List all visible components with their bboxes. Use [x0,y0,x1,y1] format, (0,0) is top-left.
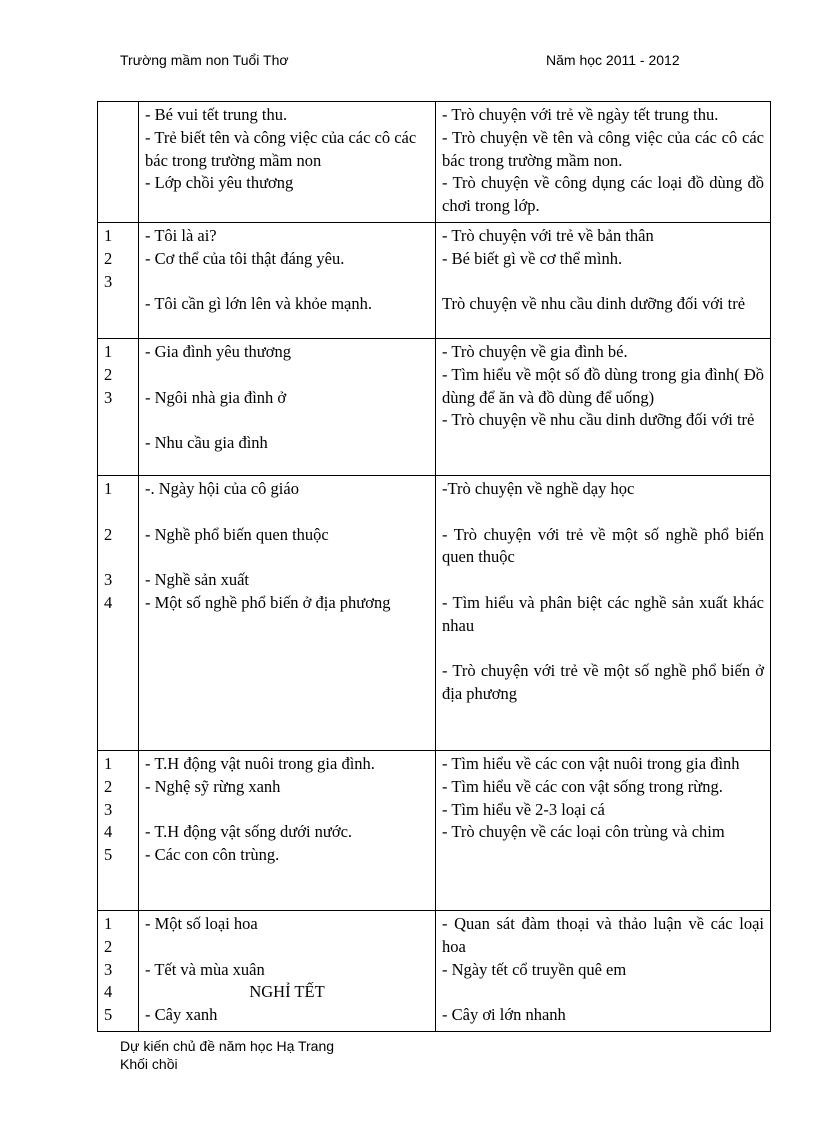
week-number: 3 [104,570,113,590]
week-number: 2 [104,248,113,268]
week-number: 4 [104,982,113,1002]
topic-line: - Các con côn trùng. [145,845,280,865]
topic-cell [139,750,436,910]
week-number: 2 [104,776,113,796]
activity-line: - Trò chuyện về nhu cầu dinh dưỡng đối với trẻ [442,410,755,430]
topic-line [145,546,429,569]
footer-title: Dự kiến chủ đề năm học Hạ Trang [120,1038,335,1054]
theme-plan-table [97,101,771,1032]
week-cell [98,222,139,338]
activity-cell [436,338,771,475]
table-row [98,475,771,750]
topic-line: - T.H động vật sống dưới nước. [145,822,353,842]
activity-line: - Trò chuyện về công dụng các loại đồ dùng đồ chơi trong lớp. [442,173,769,216]
week-number: 2 [104,524,113,544]
activity-line: -Trò chuyện về nghề dạy học [442,478,635,498]
topic-line: - T.H động vật nuôi trong gia đình. [145,753,375,773]
activity-line: - Trò chuyện với trẻ về một số nghề phổ biến quen thuộc [442,524,769,567]
activity-cell [436,222,771,338]
topic-line: - Một số loại hoa [145,913,258,933]
school-year: Năm học 2011 - 2012 [546,52,680,68]
week-cell [98,102,139,223]
topic-line [145,271,429,294]
activity-line: - Tìm hiểu về 2-3 loại cá [442,799,605,819]
table-row [98,338,771,475]
week-cell [98,475,139,750]
table-row [98,222,771,338]
topic-line: - Cơ thể của tôi thật đáng yêu. [145,248,345,268]
topic-line: - Nghề phổ biến quen thuộc [145,524,329,544]
week-number: 4 [104,822,113,842]
topic-line: - Bé vui tết trung thu. [145,105,288,124]
week-number: 1 [104,225,113,245]
week-cell [98,750,139,910]
topic-line [145,409,429,432]
activity-line [442,501,764,524]
week-number [104,546,132,569]
topic-line: - Cây xanh [145,1005,218,1025]
topic-cell [139,222,436,338]
activity-line: Trò chuyện về nhu cầu dinh dưỡng đối với trẻ [442,294,746,314]
activity-cell [436,475,771,750]
topic-cell [139,338,436,475]
activity-line: - Tìm hiểu về các con vật nuôi trong gia đình [442,753,740,773]
activity-line: - Trò chuyện với trẻ về một số nghề phổ biến ở địa phương [442,661,769,704]
topic-line: - Nghề sản xuất [145,570,250,590]
table-row [98,750,771,910]
topic-line [145,501,429,524]
activity-line [442,981,764,1004]
topic-line: -. Ngày hội của cô giáo [145,478,299,498]
table-row [98,102,771,223]
school-name: Trường mầm non Tuổi Thơ [120,52,289,68]
holiday-note: NGHỈ TẾT [249,982,325,1002]
activity-line: - Trò chuyện về các loại côn trùng và chim [442,822,725,842]
activity-cell [436,102,771,223]
topic-line: - Nhu cầu gia đình [145,433,268,453]
topic-line [145,799,429,822]
topic-line [145,364,429,387]
topic-line: - Lớp chồi yêu thương [145,173,294,193]
activity-line [442,271,764,294]
week-number: 1 [104,753,113,773]
week-number: 3 [104,387,113,407]
topic-cell [139,475,436,750]
week-number: 1 [104,341,113,361]
activity-line: - Ngày tết cổ truyền quê em [442,959,627,979]
activity-cell [436,910,771,1031]
week-cell [98,910,139,1031]
topic-line: - Một số nghề phổ biến ở địa phương [145,592,391,612]
activity-line: - Trò chuyện với trẻ về bản thân [442,225,654,245]
activity-line: - Tìm hiểu và phân biệt các nghề sản xuất khác nhau [442,592,769,635]
topic-line: - Tôi cần gì lớn lên và khỏe mạnh. [145,294,372,314]
topic-line: - Ngôi nhà gia đình ở [145,387,287,407]
week-number: 3 [104,799,113,819]
topic-line [145,936,429,959]
week-number: 2 [104,936,113,956]
week-number: 5 [104,1005,113,1025]
week-number: 3 [104,271,113,291]
week-number: 4 [104,592,113,612]
activity-line: - Bé biết gì về cơ thể mình. [442,248,623,268]
week-number: 3 [104,959,113,979]
topic-cell [139,102,436,223]
activity-cell [436,750,771,910]
topic-line: - Trẻ biết tên và công việc của các cô các bác trong trường mầm non [145,127,421,170]
activity-line: - Trò chuyện với trẻ về ngày tết trung thu. [442,105,719,124]
activity-line: - Tìm hiểu về một số đồ dùng trong gia đình( Đồ dùng để ăn và đồ dùng để uống) [442,364,769,407]
week-number [104,501,132,524]
activity-line: - Tìm hiểu về các con vật sống trong rừng. [442,776,723,796]
topic-line: - Nghệ sỹ rừng xanh [145,776,281,796]
footer-grade: Khối chồi [120,1056,178,1072]
week-number: 1 [104,913,113,933]
table-row [98,910,771,1031]
topic-line: - Tôi là ai? [145,225,217,245]
activity-line: - Cây ơi lớn nhanh [442,1005,566,1025]
activity-line [442,569,764,592]
topic-line: - Gia đình yêu thương [145,341,291,361]
week-number: 5 [104,845,113,865]
week-number: 1 [104,478,113,498]
week-number: 2 [104,364,113,384]
activity-line: - Trò chuyện về gia đình bé. [442,341,628,361]
week-cell [98,338,139,475]
topic-line: - Tết và mùa xuân [145,959,265,979]
activity-line: - Trò chuyện về tên và công việc của các cô các bác trong trường mầm non. [442,127,769,170]
activity-line: - Quan sát đàm thoại và thảo luận về các loại hoa [442,913,769,956]
activity-line [442,638,764,661]
topic-cell [139,910,436,1031]
